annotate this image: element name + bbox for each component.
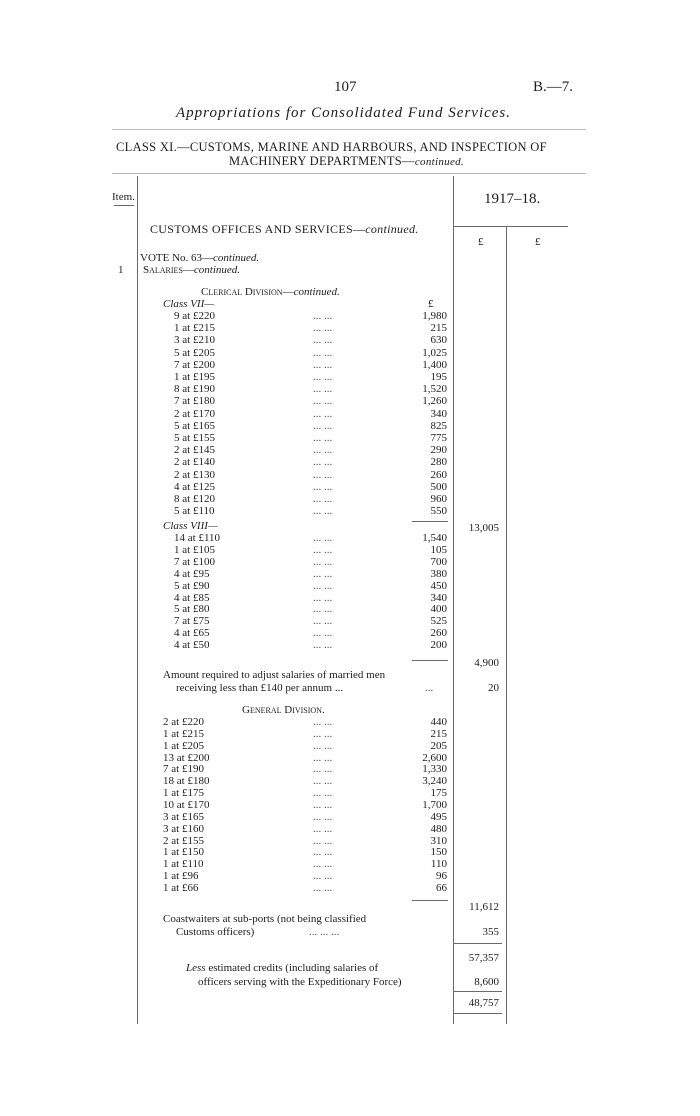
leader-dots: ... ... xyxy=(313,432,333,444)
salary-row-amount: 110 xyxy=(430,858,447,871)
leader-dots: ... ... xyxy=(313,468,333,481)
leader-dots: ... ... xyxy=(313,591,333,604)
salary-row-label: 4 at £65 xyxy=(174,627,210,640)
salary-row xyxy=(0,334,447,347)
salary-row xyxy=(0,310,447,323)
salary-row-amount: 105 xyxy=(430,543,447,556)
salary-row-amount: 280 xyxy=(430,456,447,469)
leader-dots: ... ... xyxy=(313,395,333,408)
leader-dots: ... ... xyxy=(313,334,333,347)
salary-row-label: 1 at £96 xyxy=(163,870,199,883)
salary-row-label: 5 at £155 xyxy=(174,432,215,444)
year-column-header: 1917–18. xyxy=(484,191,541,207)
salary-row-amount: 96 xyxy=(436,870,447,883)
leader-dots: ... ... xyxy=(313,480,333,493)
credits-amount: 8,600 xyxy=(474,976,499,988)
salary-row-label: 8 at £190 xyxy=(174,383,215,396)
leader-dots: ... ... xyxy=(313,763,333,776)
salary-row-amount: 500 xyxy=(430,480,447,493)
salary-row-label: 2 at £155 xyxy=(163,834,204,847)
salary-row xyxy=(0,347,447,360)
salary-row-amount: 1,700 xyxy=(422,798,447,811)
leader-dots: ... ... xyxy=(313,822,333,835)
leader-dots: ... ... xyxy=(313,310,333,322)
salary-row-label: 2 at £220 xyxy=(163,716,204,728)
adjustment-line1: Amount required to adjust salaries of married men xyxy=(163,669,386,681)
coastwaiters-line2: Customs officers) xyxy=(176,926,255,938)
class-viii-total-rule xyxy=(412,660,448,661)
leader-dots: ... ... xyxy=(313,603,333,616)
salary-row xyxy=(0,505,447,518)
salary-row-amount: 1,330 xyxy=(422,763,447,776)
net-total-rule-top xyxy=(454,991,502,992)
salary-row-label: 1 at £66 xyxy=(163,881,199,894)
salary-row-label: 5 at £205 xyxy=(174,346,215,359)
leader-dots: ... ... xyxy=(313,751,333,764)
salary-row-label: 7 at £180 xyxy=(174,395,215,408)
salary-row-label: 13 at £200 xyxy=(163,751,210,764)
credits-line2: officers serving with the Expeditionary Force) xyxy=(198,976,402,988)
salary-row-amount: 480 xyxy=(430,822,447,835)
leader-dots: ... ... xyxy=(313,505,333,518)
salary-row-amount: 525 xyxy=(430,615,447,628)
currency-header-left: £ xyxy=(478,236,484,248)
subtotal: 57,357 xyxy=(468,952,499,964)
currency-header-right: £ xyxy=(535,236,541,248)
salary-row-amount: 2,600 xyxy=(422,751,447,764)
salary-row xyxy=(0,469,447,482)
leader-dots: ... ... xyxy=(313,579,333,592)
salary-row-label: 5 at £90 xyxy=(174,579,210,592)
leader-dots: ... ... xyxy=(313,739,333,752)
salary-row-amount: 550 xyxy=(430,505,447,518)
coastwaiters-line1: Coastwaiters at sub-ports (not being classified xyxy=(163,913,367,925)
leader-dots: ... ... xyxy=(313,493,333,505)
salary-row-amount: 380 xyxy=(430,567,447,580)
leader-dots: ... ... xyxy=(313,358,333,371)
credits-line1: Less estimated credits (including salaries of xyxy=(186,962,379,974)
salaries-heading: Salaries—continued. xyxy=(143,264,241,276)
salary-row-label: 2 at £170 xyxy=(174,407,215,420)
salary-row-label: 7 at £190 xyxy=(163,763,204,776)
salary-row-label: 1 at £215 xyxy=(163,727,204,740)
salary-row-amount: 825 xyxy=(430,419,447,432)
currency-inner: £ xyxy=(428,298,434,310)
leader-dots: ... ... xyxy=(313,444,333,457)
leader-dots: ... ... xyxy=(313,881,333,894)
leader-dots: ... ... xyxy=(313,567,333,580)
salary-row xyxy=(0,432,447,445)
leader-dots: ... ... xyxy=(313,346,333,359)
salary-row xyxy=(0,493,447,506)
salary-row-amount: 340 xyxy=(430,591,447,604)
salary-row-label: 7 at £200 xyxy=(174,358,215,371)
salary-row-amount: 1,400 xyxy=(422,358,447,371)
salary-row-amount: 205 xyxy=(430,739,447,752)
salary-row xyxy=(0,371,447,384)
page-title: Appropriations for Consolidated Fund Services. xyxy=(176,105,512,121)
salary-row-label: 1 at £195 xyxy=(174,371,215,383)
leader-dots: ... ... xyxy=(313,639,333,652)
rule-top xyxy=(112,129,586,130)
coastwaiters-amount: 355 xyxy=(482,926,499,938)
leader-dots: ... ... xyxy=(313,532,333,544)
salary-row-label: 2 at £130 xyxy=(174,468,215,481)
salary-row-amount: 1,980 xyxy=(422,310,447,322)
leader-dots: ... ... xyxy=(313,555,333,568)
salary-row-label: 4 at £95 xyxy=(174,567,210,580)
class-heading-line2: MACHINERY DEPARTMENTS—continued. xyxy=(229,154,464,168)
adjustment-amount: 20 xyxy=(488,682,499,694)
leader-dots: ... ... xyxy=(313,775,333,788)
leader-dots: ... ... xyxy=(313,727,333,740)
salary-row-label: 18 at £180 xyxy=(163,775,210,788)
salary-row-amount: 200 xyxy=(430,639,447,652)
item-column-header: Item. xyxy=(112,191,135,203)
salary-row-label: 9 at £220 xyxy=(174,310,215,322)
salary-row xyxy=(0,383,447,396)
leader-dots: ... ... xyxy=(313,858,333,871)
salary-row-amount: 3,240 xyxy=(422,775,447,788)
salary-row-label: 1 at £110 xyxy=(163,858,204,871)
salary-row-amount: 775 xyxy=(430,432,447,444)
salary-row-amount: 450 xyxy=(430,579,447,592)
leader-dots: ... ... xyxy=(313,870,333,883)
rule-table-top xyxy=(112,173,586,174)
leader-dots: ... ... xyxy=(313,846,333,859)
general-total-rule xyxy=(412,900,448,901)
salary-row xyxy=(0,322,447,335)
class-vii-label: Class VII— xyxy=(163,298,215,310)
salary-row xyxy=(0,882,447,895)
salary-row-label: 5 at £165 xyxy=(174,419,215,432)
salary-row-amount: 630 xyxy=(430,334,447,347)
salary-row-label: 7 at £75 xyxy=(174,615,210,628)
vote-heading: VOTE No. 63—continued. xyxy=(140,252,260,264)
class-viii-total: 4,900 xyxy=(474,657,499,669)
salary-row-label: 1 at £105 xyxy=(174,543,215,556)
salary-row-label: 4 at £125 xyxy=(174,480,215,493)
salary-row-label: 5 at £80 xyxy=(174,603,210,616)
section-title: CUSTOMS OFFICES AND SERVICES—continued. xyxy=(150,222,419,236)
salary-row-label: 1 at £215 xyxy=(174,322,215,335)
leader-dots: ... ... xyxy=(313,834,333,847)
salary-row-amount: 440 xyxy=(430,716,447,728)
leader-dots: ... ... xyxy=(313,716,333,728)
salary-row-amount: 1,540 xyxy=(422,532,447,544)
salary-row-amount: 260 xyxy=(430,468,447,481)
salary-row xyxy=(0,639,447,652)
salary-row-amount: 66 xyxy=(436,881,447,894)
salary-row-label: 5 at £110 xyxy=(174,505,215,518)
leader-dots: ... ... xyxy=(313,810,333,823)
salary-row-amount: 260 xyxy=(430,627,447,640)
salary-row-amount: 400 xyxy=(430,603,447,616)
leader-dots: ... ... xyxy=(313,371,333,383)
leader-dots: ... ... xyxy=(313,419,333,432)
salary-row-amount: 215 xyxy=(430,727,447,740)
salary-row-amount: 1,260 xyxy=(422,395,447,408)
general-total: 11,612 xyxy=(469,901,499,913)
leader-dots: ... ... xyxy=(313,615,333,628)
salary-row-amount: 150 xyxy=(430,846,447,859)
salary-row-amount: 1,025 xyxy=(422,346,447,359)
salary-row-label: 3 at £210 xyxy=(174,334,215,347)
salary-row-label: 1 at £150 xyxy=(163,846,204,859)
leader-dots: ... ... xyxy=(313,456,333,469)
salary-row-amount: 960 xyxy=(430,493,447,505)
salary-row xyxy=(0,456,447,469)
net-total: 48,757 xyxy=(468,997,499,1009)
salary-row-label: 3 at £165 xyxy=(163,810,204,823)
salary-row-label: 1 at £175 xyxy=(163,787,204,800)
salary-row-amount: 195 xyxy=(430,371,447,383)
leader-dots: ... ... xyxy=(313,787,333,800)
adjustment-dots: ... xyxy=(425,682,434,694)
class-vii-total-rule xyxy=(412,521,448,522)
coastwaiters-dots: ... ... ... xyxy=(309,926,340,938)
leader-dots: ... ... xyxy=(313,383,333,396)
salary-row-label: 10 at £170 xyxy=(163,798,210,811)
salary-row-label: 4 at £85 xyxy=(174,591,210,604)
year-header-rule xyxy=(453,226,568,227)
salary-row-amount: 290 xyxy=(430,444,447,457)
salary-row-amount: 215 xyxy=(430,322,447,335)
salary-row xyxy=(0,408,447,421)
subtotal-rule xyxy=(454,943,502,944)
salary-row-label: 2 at £140 xyxy=(174,456,215,469)
clerical-division-heading: Clerical Division—continued. xyxy=(201,286,340,298)
leader-dots: ... ... xyxy=(313,627,333,640)
salary-row-label: 2 at £145 xyxy=(174,444,215,457)
page-reference: B.—7. xyxy=(533,79,574,95)
class-vii-total: 13,005 xyxy=(468,522,499,534)
salary-row-amount: 1,520 xyxy=(422,383,447,396)
page-number: 107 xyxy=(334,79,357,95)
salary-row xyxy=(0,420,447,433)
leader-dots: ... ... xyxy=(313,407,333,420)
salary-row-label: 1 at £205 xyxy=(163,739,204,752)
salary-row-label: 7 at £100 xyxy=(174,555,215,568)
salary-row-label: 3 at £160 xyxy=(163,822,204,835)
salary-row-label: 4 at £50 xyxy=(174,639,210,652)
leader-dots: ... ... xyxy=(313,798,333,811)
salary-row-label: 14 at £110 xyxy=(174,532,221,544)
leader-dots: ... ... xyxy=(313,322,333,335)
salary-row xyxy=(0,444,447,457)
salary-row-amount: 310 xyxy=(430,834,447,847)
salary-row-amount: 495 xyxy=(430,810,447,823)
salary-row xyxy=(0,359,447,372)
inner-column-rule xyxy=(506,226,507,1024)
leader-dots: ... ... xyxy=(313,543,333,556)
salary-row-amount: 700 xyxy=(430,555,447,568)
salary-row-label: 8 at £120 xyxy=(174,493,215,505)
salary-row xyxy=(0,395,447,408)
net-total-rule-bottom xyxy=(454,1013,502,1014)
salary-row xyxy=(0,481,447,494)
salary-row-amount: 175 xyxy=(430,787,447,800)
amount-column-rule xyxy=(453,176,454,1024)
class-heading-line1: CLASS XI.—CUSTOMS, MARINE AND HARBOURS, AND INSPECTION OF xyxy=(116,140,547,154)
item-number: 1 xyxy=(118,264,124,276)
adjustment-line2: receiving less than £140 per annum ... xyxy=(176,682,344,694)
item-header-underline xyxy=(114,205,134,206)
general-division-heading: General Division. xyxy=(242,704,325,716)
salary-row-amount: 340 xyxy=(430,407,447,420)
class-viii-label: Class VIII— xyxy=(163,520,218,532)
